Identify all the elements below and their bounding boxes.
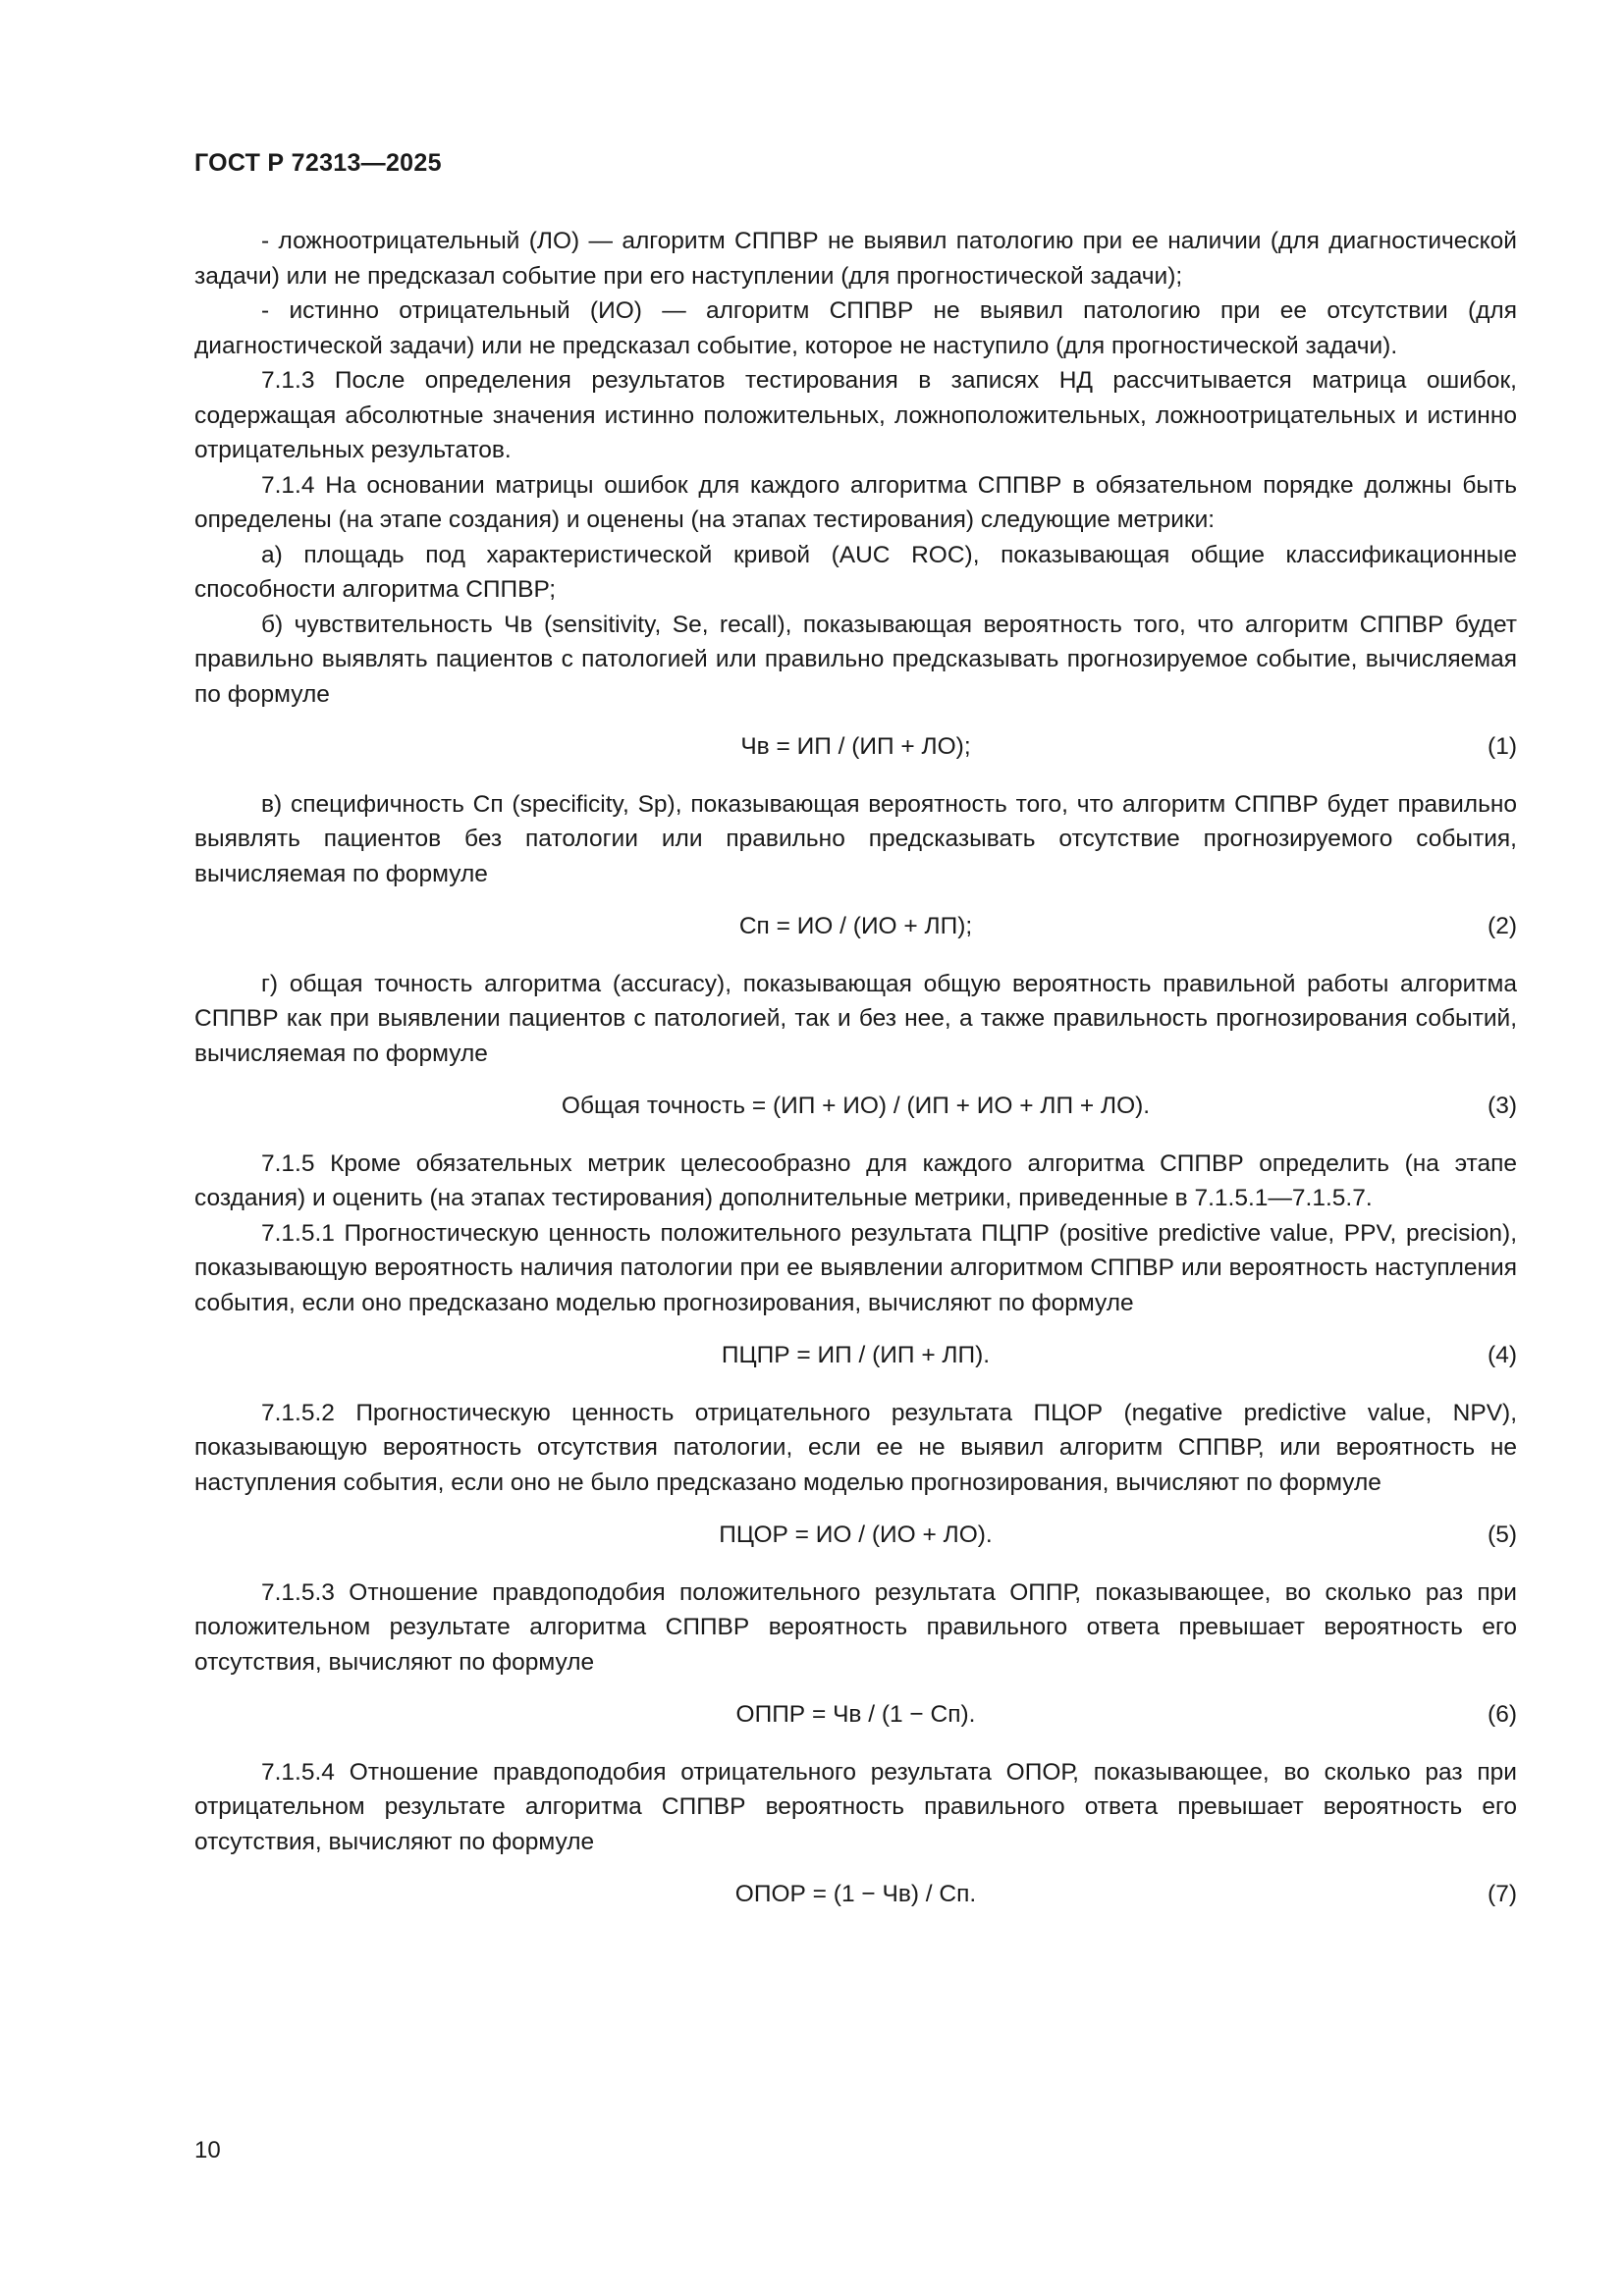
formula-5 bbox=[194, 1518, 1517, 1553]
formula-1 bbox=[194, 729, 1517, 765]
formula-7-text: ОПОР = (1 − Чв) / Сп. bbox=[734, 1881, 977, 1907]
paragraph-7-1-5-1: 7.1.5.1 Прогностическую ценность положительного результата ПЦПР (positive predictive value, PPV, precision), показывающую вероятность наличия патологии при ее выявлении алгоритмом СППВР или вероятность наступления события, если оно предсказано моделью прогнозирования, вычисляют по формуле bbox=[194, 1219, 1517, 1316]
formula-2-number: (2) bbox=[1488, 913, 1517, 939]
page-number: 10 bbox=[194, 2137, 221, 2163]
paragraph-7-1-5-2: 7.1.5.2 Прогностическую ценность отрицательного результата ПЦОР (negative predictive value, NPV), показывающую вероятность отсутствия патологии, если ее не выявил алгоритм СППВР, или вероятность не наступления события, если оно не было предсказано моделью прогнозирования, вычисляют по формуле bbox=[194, 1399, 1517, 1496]
document-header: ГОСТ Р 72313—2025 bbox=[194, 149, 442, 177]
paragraph-item-b: б) чувствительность Чв (sensitivity, Se, recall), показывающая вероятность того, что алгоритм СППВР будет правильно выявлять пациентов с патологией или правильно предсказывать прогнозируемое событие, вычисляемая по формуле bbox=[194, 611, 1517, 708]
formula-7-number: (7) bbox=[1488, 1881, 1517, 1907]
formula-1-text: Чв = ИП / (ИП + ЛО); bbox=[740, 733, 971, 760]
paragraph-7-1-3: 7.1.3 После определения результатов тестирования в записях НД рассчитывается матрица ошибок, содержащая абсолютные значения истинно положительных, ложноположительных, ложноотрицательных и истинно отрицательных результатов. bbox=[194, 367, 1517, 463]
paragraph-7-1-4: 7.1.4 На основании матрицы ошибок для каждого алгоритма СППВР в обязательном порядке должны быть определены (на этапе создания) и оценены (на этапах тестирования) следующие метрики: bbox=[194, 471, 1517, 533]
paragraph-7-1-5-4: 7.1.5.4 Отношение правдоподобия отрицательного результата ОПОР, показывающее, во сколько раз при отрицательном результате алгоритма СППВР вероятность правильного ответа превышает вероятность его отсутствия, вычисляют по формуле bbox=[194, 1758, 1517, 1855]
formula-6 bbox=[194, 1697, 1517, 1733]
formula-2 bbox=[194, 909, 1517, 944]
formula-5-text: ПЦОР = ИО / (ИО + ЛО). bbox=[719, 1522, 993, 1548]
paragraph-7-1-5-3: 7.1.5.3 Отношение правдоподобия положительного результата ОППР, показывающее, во сколько раз при положительном результате алгоритма СППВР вероятность правильного ответа превышает вероятность его отсутствия, вычисляют по формуле bbox=[194, 1578, 1517, 1676]
paragraph-item-a: а) площадь под характеристической кривой (AUC ROC), показывающая общие классификационные способности алгоритма СППВР; bbox=[194, 541, 1517, 603]
formula-7 bbox=[194, 1877, 1517, 1912]
paragraph-false-negative: - ложноотрицательный (ЛО) — алгоритм СППВР не выявил патологию при ее наличии (для диагностической задачи) или не предсказал событие при его наступлении (для прогностической задачи); bbox=[194, 228, 1517, 290]
formula-3 bbox=[194, 1089, 1517, 1124]
formula-2-text: Сп = ИО / (ИО + ЛП); bbox=[738, 913, 973, 939]
formula-3-number: (3) bbox=[1488, 1093, 1517, 1119]
paragraph-true-negative: - истинно отрицательный (ИО) — алгоритм СППВР не выявил патологию при ее отсутствии (для диагностической задачи) или не предсказал событие, которое не наступило (для прогностической задачи). bbox=[194, 297, 1517, 359]
paragraph-7-1-5: 7.1.5 Кроме обязательных метрик целесообразно для каждого алгоритма СППВР определить (на этапе создания) и оценить (на этапах тестирования) дополнительные метрики, приведенные в 7.1.5.1—7.1.5.7. bbox=[194, 1149, 1517, 1211]
formula-3-text: Общая точность = (ИП + ИО) / (ИП + ИО + ЛП + ЛО). bbox=[561, 1093, 1151, 1119]
paragraph-item-v: в) специфичность Сп (specificity, Sp), показывающая вероятность того, что алгоритм СППВР будет правильно выявлять пациентов без патологии или правильно предсказывать отсутствие прогнозируемого события, вычисляемая по формуле bbox=[194, 790, 1517, 887]
formula-4 bbox=[194, 1338, 1517, 1373]
formula-1-number: (1) bbox=[1488, 733, 1517, 760]
formula-6-text: ОППР = Чв / (1 − Сп). bbox=[735, 1701, 976, 1728]
formula-4-text: ПЦПР = ИП / (ИП + ЛП). bbox=[721, 1342, 991, 1368]
document-body bbox=[194, 224, 1517, 1935]
formula-5-number: (5) bbox=[1488, 1522, 1517, 1548]
formula-4-number: (4) bbox=[1488, 1342, 1517, 1368]
paragraph-item-g: г) общая точность алгоритма (accuracy), показывающая общую вероятность правильной работы алгоритма СППВР как при выявлении пациентов с патологией, так и без нее, а также правильность прогнозирования событий, вычисляемая по формуле bbox=[194, 970, 1517, 1067]
formula-6-number: (6) bbox=[1488, 1701, 1517, 1728]
